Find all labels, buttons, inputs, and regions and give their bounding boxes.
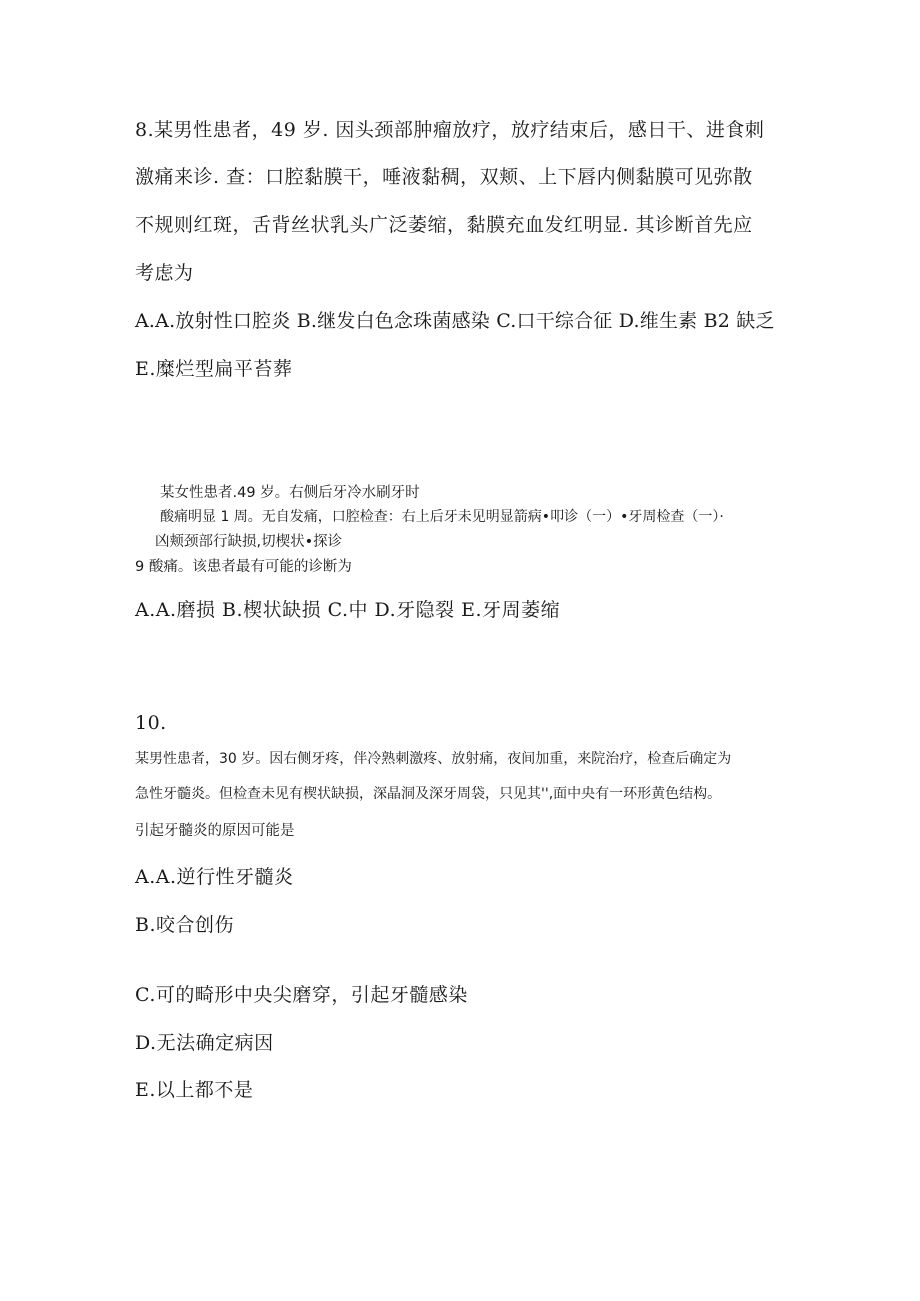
q8-stem-line-2: 激痛来诊. 查：口腔黏膜干，唾液黏稠，双颊、上下唇内侧黏膜可见弥散 (135, 166, 753, 188)
q8-stem-line-1: 8.某男性患者，49 岁. 因头颈部肿瘤放疗，放疗结束后，感日干、进食刺 (135, 119, 765, 141)
q8-stem-line-3: 不规则红斑，舌背丝状乳头广泛萎缩，黏膜充血发红明显. 其诊断首先应 (135, 214, 753, 236)
q9-stem-line-3: 凶颊颈部行缺损,切楔状•探诊 (155, 534, 343, 550)
q10-option-e: E.以上都不是 (135, 1079, 254, 1101)
q9-options: A.A.磨损 B.楔状缺损 C.中 D.牙隐裂 E.牙周萎缩 (135, 599, 561, 621)
q9-stem-line-4: 9 酸痛。该患者最有可能的诊断为 (135, 559, 352, 575)
q8-options-line-1: A.A.放射性口腔炎 B.继发白色念珠菌感染 C.口干综合征 D.维生素 B2 缺乏 (135, 310, 775, 332)
q9-stem-line-2: 酸痛明显 1 周。无自发痛，口腔检查：右上后牙未见明显箭病•叩诊（一）•牙周检查（一）· (160, 509, 724, 525)
q9-stem-line-1: 某女性患者.49 岁。右侧后牙冷水刷牙时 (160, 485, 420, 501)
q10-option-a: A.A.逆行性牙髓炎 (135, 866, 294, 888)
q8-stem-line-4: 考虑为 (135, 262, 194, 284)
q10-stem-line-1: 某男性患者，30 岁。因右侧牙疼，伴冷熟刺激疼、放射痛，夜间加重，来院治疗，检查后确定为 (135, 751, 732, 767)
q10-stem-line-3: 引起牙髓炎的原因可能是 (135, 823, 295, 839)
q10-number: 10. (135, 712, 167, 734)
q10-option-d: D.无法确定病因 (135, 1032, 274, 1054)
q8-options-line-2: E.糜烂型扁平苔葬 (135, 358, 293, 380)
q10-option-b: B.咬合创伤 (135, 914, 235, 936)
q10-option-c: C.可的畸形中央尖磨穿，引起牙髓感染 (135, 984, 468, 1006)
q10-stem-line-2: 急性牙髓炎。但检查未见有楔状缺损，深晶洞及深牙周袋，只见其'',面中央有一环形黄色结构。 (135, 786, 722, 802)
